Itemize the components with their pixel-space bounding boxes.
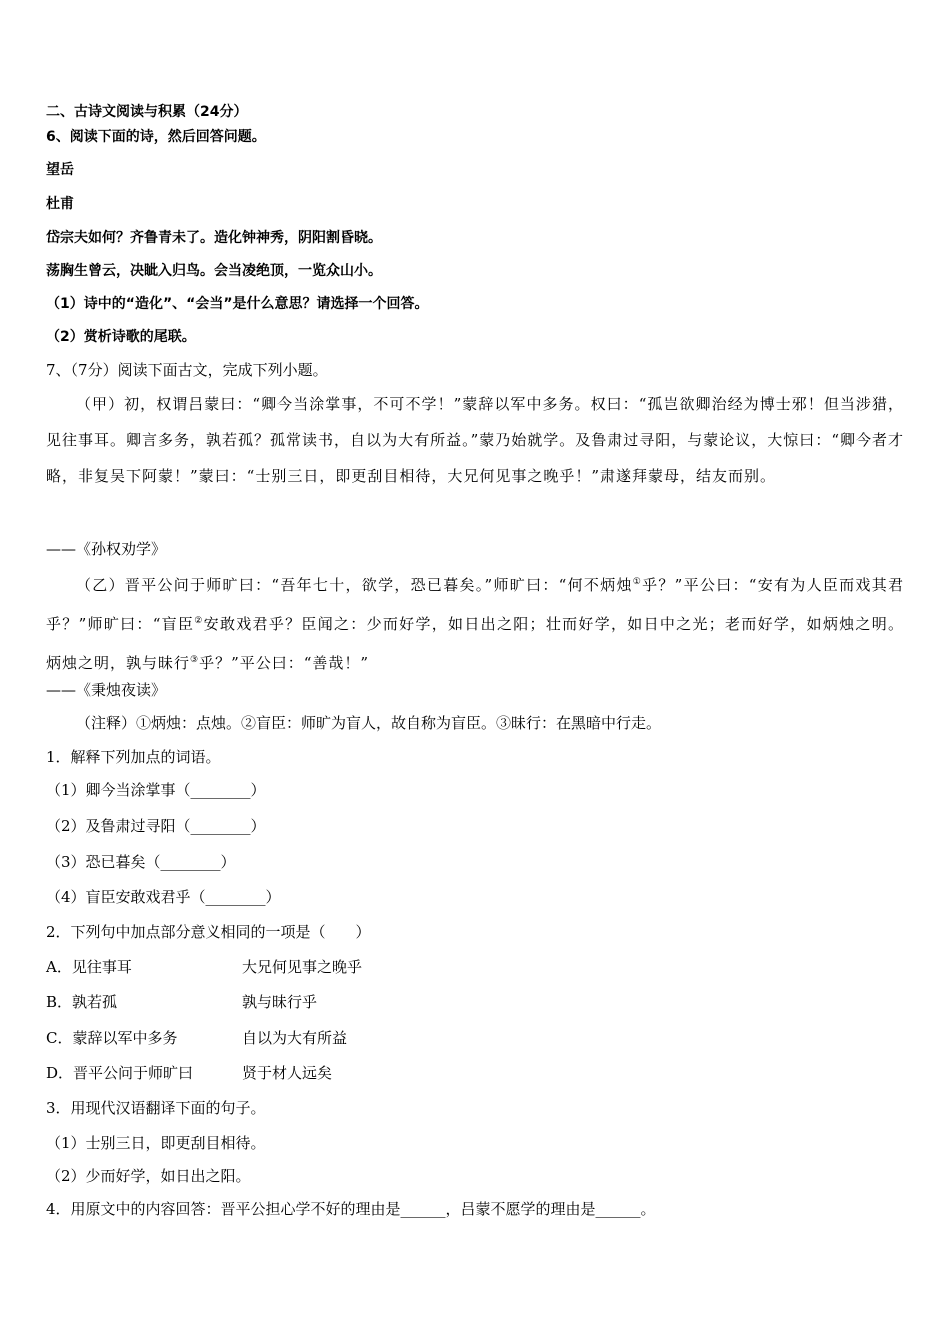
notes: （注释）①炳烛：点烛。②盲臣：师旷为盲人，故自称为盲臣。③昧行：在黑暗中行走。: [76, 714, 662, 732]
source-a: ——《孙权劝学》: [46, 540, 167, 558]
passage-b-text-3: 安敢戏君乎？臣闻之：少而好学，如日出之阳；壮而好学，如日中之光；老而好学，如炳烛之明。炳烛之明，孰与昧行: [46, 615, 904, 672]
q1-item-2: （2）及鲁肃过寻阳（________）: [46, 817, 266, 835]
q2-option-a-right: 大兄何见事之晚乎: [242, 958, 363, 976]
q2-option-d: [46, 1063, 446, 1083]
passage-b-text-1: （乙）晋平公问于师旷曰：“吾年七十，欲学，恐已暮矣。”师旷曰：“何不炳烛: [76, 576, 633, 594]
q2-option-a: [46, 957, 446, 977]
footnote-marker-2: ②: [194, 616, 204, 626]
q2-option-a-left: A．见往事耳: [46, 958, 132, 976]
q3-item-2: （2）少而好学，如日出之阳。: [46, 1167, 251, 1185]
q1-item-1: （1）卿今当涂掌事（________）: [46, 781, 266, 799]
poem-line-2: 荡胸生曾云，决眦入归鸟。会当凌绝顶，一览众山小。: [46, 263, 382, 279]
passage-a: （甲）初，权谓吕蒙曰：“卿今当涂掌事，不可不学！”蒙辞以军中多务。权曰：“孤岂欲卿治经为博士邪！但当涉猎，见往事耳。卿言多务，孰若孤？孤常读书，自以为大有所益。”蒙乃始就学。及鲁肃过寻阳，与蒙论议，大惊曰：“卿今者才略，非复吴下阿蒙！”蒙曰：“士别三日，即更刮目相待，大兄何见事之晚乎！”肃遂拜蒙母，结友而别。: [46, 395, 904, 485]
q6-sub-2: （2）赏析诗歌的尾联。: [46, 329, 196, 345]
poem-title: 望岳: [46, 162, 74, 178]
q2-option-c-right: 自以为大有所益: [242, 1029, 348, 1047]
q1-item-4: （4）盲臣安敢戏君乎（________）: [46, 888, 281, 906]
q2-option-d-right: 贤于材人远矣: [242, 1064, 333, 1082]
poem-line-1: 岱宗夫如何？齐鲁青未了。造化钟神秀，阴阳割昏晓。: [46, 230, 382, 246]
q3-item-1: （1）士别三日，即更刮目相待。: [46, 1134, 266, 1152]
q4-prompt: 4．用原文中的内容回答：晋平公担心学不好的理由是______，吕蒙不愿学的理由是______。: [46, 1200, 656, 1218]
q2-option-b: [46, 992, 446, 1012]
q2-option-c: [46, 1028, 446, 1048]
passage-b: [46, 564, 904, 681]
poem-author: 杜甫: [46, 196, 74, 212]
q6-prompt: 6、阅读下面的诗，然后回答问题。: [46, 129, 266, 145]
q6-sub-1: （1）诗中的“造化”、“会当”是什么意思？请选择一个回答。: [46, 296, 429, 312]
footnote-marker-1: ①: [632, 577, 643, 587]
q2-option-c-left: C．蒙辞以军中多务: [46, 1029, 178, 1047]
q2-option-b-right: 孰与昧行乎: [242, 993, 318, 1011]
q3-prompt: 3．用现代汉语翻译下面的句子。: [46, 1099, 266, 1117]
passage-b-text-4: 乎？”平公曰：“善哉！”: [199, 654, 370, 672]
passage-b-text-2: 乎？”平公曰：“安有为人臣而戏其君乎？”师旷曰：“盲臣: [46, 576, 904, 633]
footnote-marker-3: ③: [190, 655, 200, 665]
q2-option-d-left: D．晋平公问于师旷曰: [46, 1064, 194, 1082]
q7-prompt: 7、（7分）阅读下面古文，完成下列小题。: [46, 361, 328, 379]
q2-prompt: 2．下列句中加点部分意义相同的一项是（ ）: [46, 923, 371, 941]
source-b: ——《秉烛夜读》: [46, 681, 167, 699]
q2-option-b-left: B．孰若孤: [46, 993, 118, 1011]
q1-prompt: 1．解释下列加点的词语。: [46, 748, 221, 766]
q1-item-3: （3）恐已暮矣（________）: [46, 853, 236, 871]
section-title: 二、古诗文阅读与积累（24分）: [46, 104, 248, 120]
